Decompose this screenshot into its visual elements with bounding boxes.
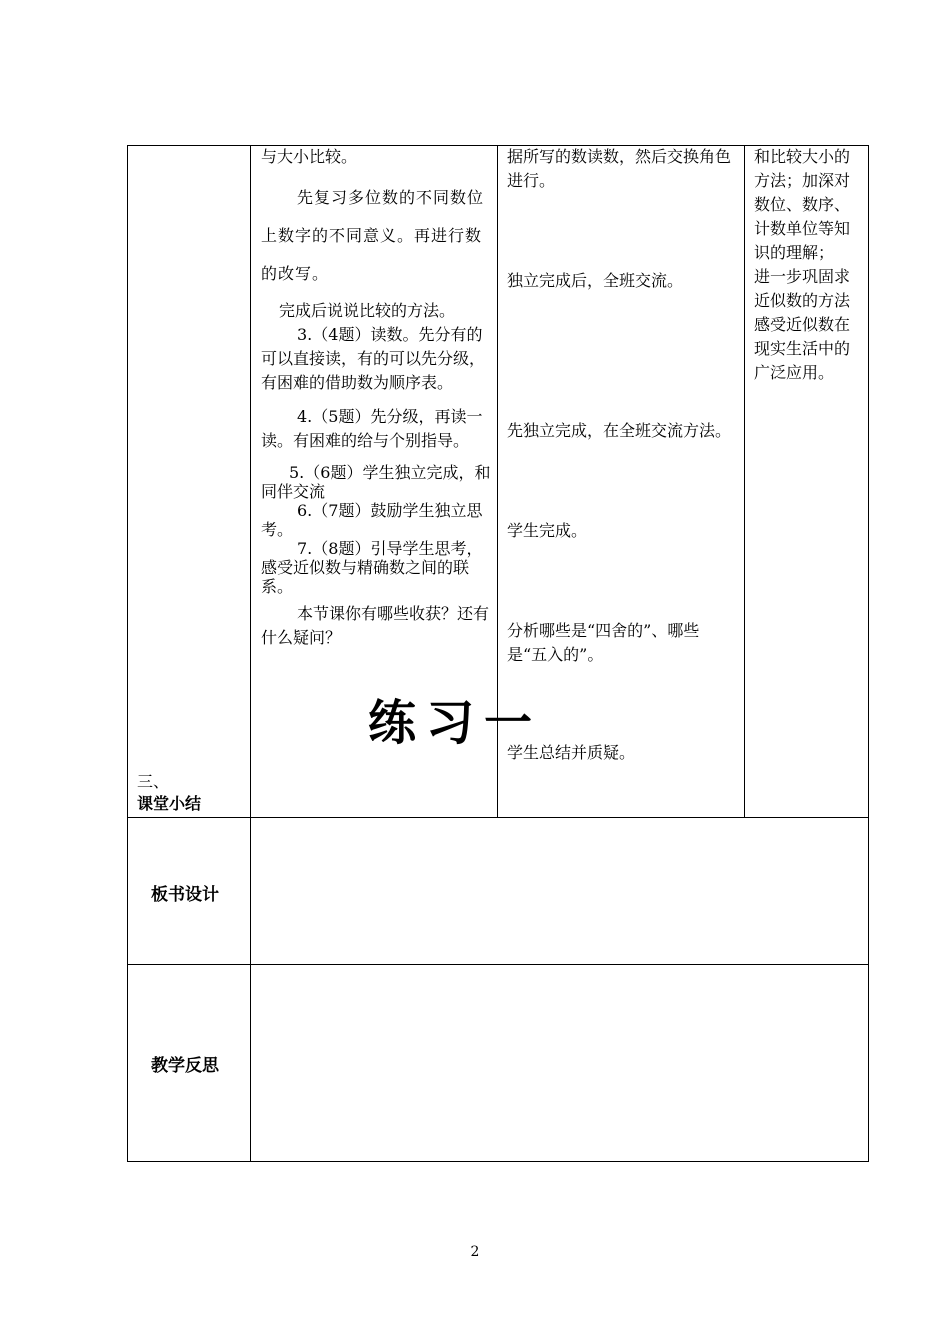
board-design-label: 板书设计 [151,885,219,905]
text-paragraph: 本节课你有哪些收获？还有什么疑问？ [261,604,490,647]
text-paragraph: 学生总结并质疑。 [507,743,636,762]
column-divider-3 [744,145,745,817]
text-paragraph: 独立完成后，全班交流。 [507,271,684,290]
text-paragraph: 学生完成。 [507,521,588,540]
teaching-reflection-label: 教学反思 [151,1056,219,1076]
lesson-table [127,145,869,1162]
text-paragraph: 先复习多位数的不同数位上数字的不同意义。再进行数的改写。 [261,188,485,283]
text-paragraph: 分析哪些是“四舍的”、哪些是“五入的”。 [507,621,700,664]
text-paragraph: 完成后说说比较的方法。 [279,301,456,320]
text-paragraph: 据所写的数读数，然后交换角色进行。 [507,147,732,190]
text-paragraph: 7.（8题）引导学生思考，感受近似数与精确数之间的联系。 [261,539,483,596]
text-paragraph: 和比较大小的方法；加深对数位、数序、计数单位等知识的理解； [754,147,851,262]
text-paragraph: 3.（4题）读数。先分有的可以直接读，有的可以先分级，有困难的借助数为顺序表。 [261,325,486,392]
text-paragraph: 进一步巩固求近似数的方法感受近似数在现实生活中的广泛应用。 [754,267,851,382]
text-paragraph: 5.（6题）学生独立完成，和同伴交流 [261,463,491,501]
text-paragraph: 4.（5题）先分级，再读一读。有困难的给与个别指导。 [261,407,483,450]
text-paragraph: 先独立完成，在全班交流方法。 [507,421,732,440]
text-line: 与大小比较。 [261,147,358,166]
row-divider-1 [127,817,869,818]
page-number: 2 [470,1244,480,1260]
table-border-left [127,145,128,1162]
section-label-summary [137,771,201,815]
section-title: 课堂小结 [137,794,202,813]
text-paragraph: 6.（7题）鼓励学生独立思考。 [261,501,483,539]
table-border-bottom [127,1161,869,1162]
section-number: 三、 [137,772,170,791]
row-divider-2 [127,964,869,965]
column-divider-1 [250,145,251,1162]
table-border-right [868,145,869,1162]
teacher-activity-cell [261,145,491,650]
design-intent-cell [754,145,852,385]
board-design-title: 练习一 [368,695,543,751]
